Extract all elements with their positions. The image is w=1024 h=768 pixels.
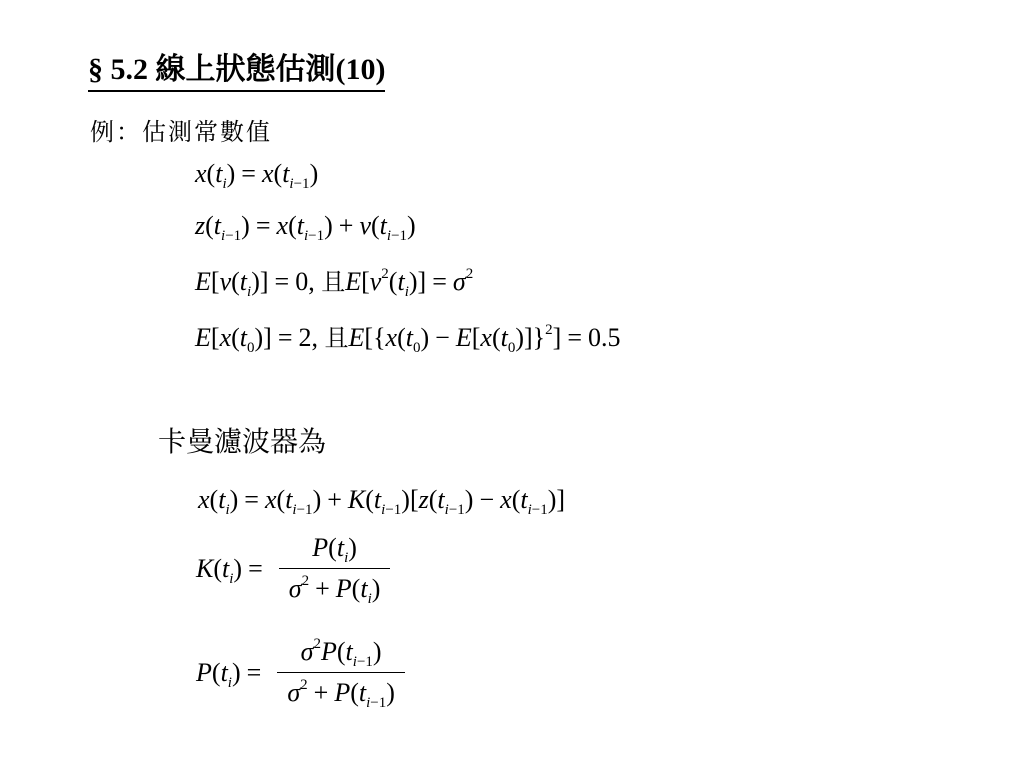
title-text: 線上狀態估測 bbox=[155, 52, 336, 87]
example-label: 例：估測常數值 bbox=[90, 118, 272, 146]
and-char: 且 bbox=[321, 268, 346, 296]
covariance-equation: $P(t_i)$ = $\frac{\sigma^2P(t_{i-1})}{\sigma^2 + P(t_{i-1})}$ bbox=[196, 636, 405, 709]
initial-state-statistics-equation: $E[x(t_0)] = 2$, 且$E[\{x(t_0) - E[x(t_0)]\}^2] = 0.5$ bbox=[195, 322, 621, 356]
half-value: 0.5 bbox=[588, 323, 621, 352]
two-value: 2, bbox=[298, 323, 319, 352]
kalman-gain-fraction: $\frac{P(t_i)}{\sigma^2 + P(t_i)}$ bbox=[279, 532, 391, 605]
measurement-equation: $z(t_{i-1}) = x(t_{i-1}) + v(t_{i-1})$ bbox=[195, 211, 416, 244]
covariance-fraction: $\frac{\sigma^2P(t_{i-1})}{\sigma^2 + P(t_{i-1})}$ bbox=[277, 636, 405, 709]
and-char: 且 bbox=[324, 324, 349, 352]
zero-value: 0, bbox=[295, 267, 315, 296]
state-equation: $x(t_i) = x(t_{i-1})$ bbox=[195, 159, 319, 192]
title-prefix: § 5.2 bbox=[88, 53, 156, 86]
kalman-filter-label: 卡曼濾波器為 bbox=[158, 425, 327, 458]
kalman-update-equation: $x(t_i) = x(t_{i-1}) + K(t_{i-1})[z(t_{i-1}) - x(t_{i-1})]$ bbox=[198, 485, 566, 518]
kalman-gain-equation: $K(t_i)$ = $\frac{P(t_i)}{\sigma^2 + P(t_i)}$ bbox=[196, 532, 390, 605]
slide-title bbox=[88, 52, 385, 92]
title-suffix: (10) bbox=[335, 53, 386, 86]
noise-statistics-equation: $E[v(t_i)] = 0$, 且$E[v^2(t_i)] = \sigma^2$ bbox=[195, 266, 474, 300]
